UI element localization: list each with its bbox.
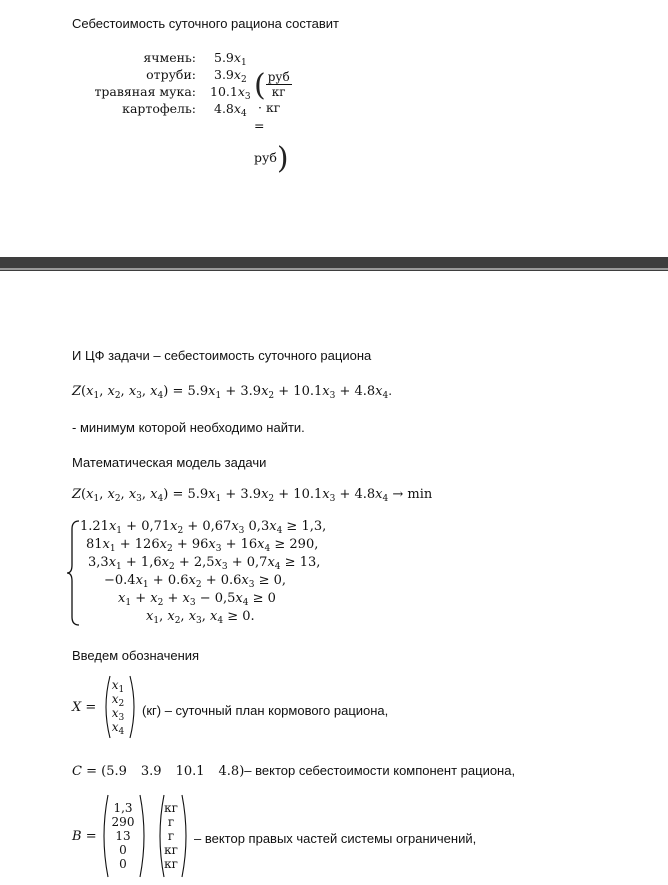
x-vector-definition: X = $x_1$ $x_2$ $x_3$ $x_4$ (кг) – суточный план кормового рациона, [72,678,389,737]
constraint-6: $x_1$, $x_2$, $x_3$, $x_4 \ge 0$. [146,609,255,626]
x-vector-entries: $x_1$ $x_2$ $x_3$ $x_4$ [111,678,125,737]
b-vector-definition: B = 1,3 290 13 0 0 кг г г кг кг – вектор правых частей системы ограничений, [72,793,512,881]
notation-heading: Введем обозначения [72,648,200,663]
row-label-potato: картофель: [122,101,196,116]
constraint-system [66,519,366,627]
constraint-1: $1.21x_1 + 0,71x_2 + 0,67x_3$ $0,3x_4 \ge 1,3$, [80,519,327,536]
x-vector-description: (кг) – суточный план кормового рациона, [142,703,389,718]
row-value-potato: $4.8x_4$ [214,101,247,119]
row-label-barley: ячмень: [143,50,196,65]
objective-intro: И ЦФ задачи – себестоимость суточного рациона [72,348,372,363]
unit-expression: ( $\frac{\text{руб}}{кг}$ · кг = руб) [254,68,290,177]
minimum-note: - минимум которой необходимо найти. [72,420,305,435]
model-heading: Математическая модель задачи [72,455,267,470]
row-value-barley: $5.9x_1$ [214,50,247,68]
b-vector-description: – вектор правых частей системы ограничений, [194,831,477,846]
b-vector-values: 1,3 290 13 0 0 [111,801,135,871]
page-break-edge [0,268,668,270]
row-value-bran: $3.9x_2$ [214,67,247,85]
b-vector-units: кг г г кг кг [164,801,178,871]
row-label-grass-meal: травяная мука: [94,84,196,99]
row-value-grass-meal: $10.1x_3$ [210,84,251,102]
constraint-4: $-0.4x_1 + 0.6x_2 + 0.6x_3 \ge 0$, [104,573,287,590]
c-vector-definition: C = (5.9 3.9 10.1 4.8)– вектор себестоимости компонент рациона, [72,763,516,779]
cost-heading: Себестоимость суточного рациона составит [72,16,339,31]
objective-min: $Z(x_1$, $x_2$, $x_3$, $x_4) = 5.9x_1 + 3.9x_2 + 10.1x_3 + 4.8x_4 \to \min$ [72,487,433,504]
constraint-2: $81x_1 + 126x_2 + 96x_3 + 16x_4 \ge 290$, [86,537,319,554]
constraint-5: $x_1 + x_2 + x_3 - 0,5x_4 \ge 0$ [118,591,276,608]
row-label-bran: отруби: [146,67,196,82]
objective-function: $Z(x_1$, $x_2$, $x_3$, $x_4) = 5.9x_1 + 3.9x_2 + 10.1x_3 + 4.8x_4$. [72,384,393,401]
constraint-3: $3,3x_1 + 1,6x_2 + 2,5x_3 + 0,7x_4 \ge 13$, [88,555,321,572]
